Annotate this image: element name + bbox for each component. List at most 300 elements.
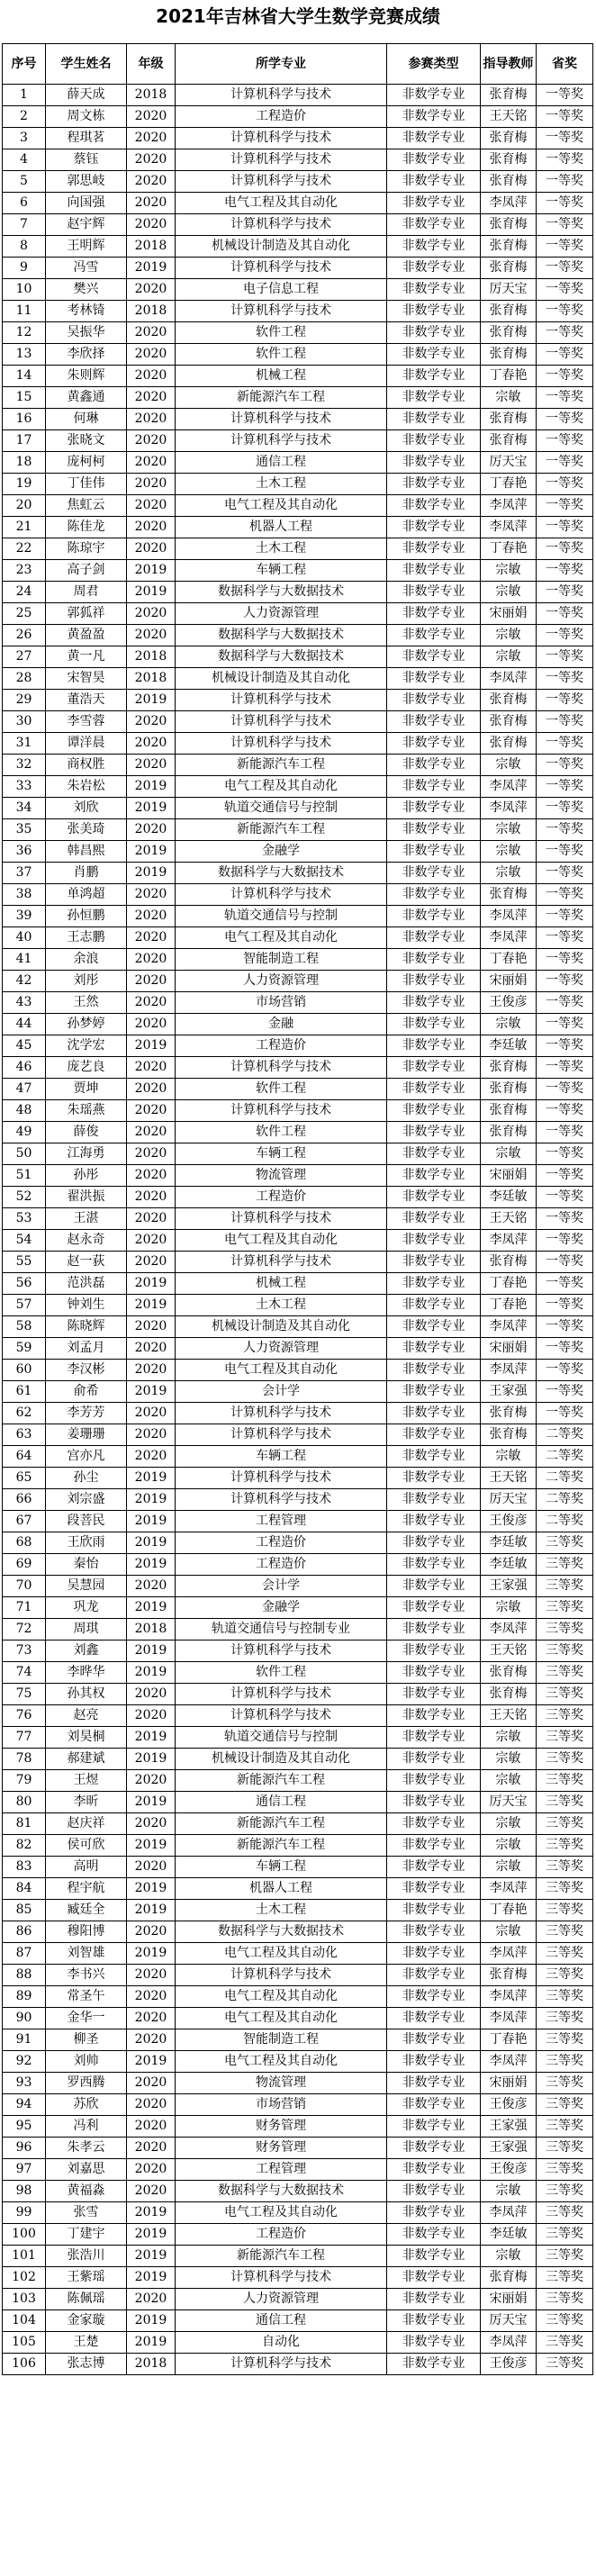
category-cell: 非数学专业 [387,85,481,106]
major-cell: 数据科学与大数据技术 [176,863,387,884]
seq-cell: 93 [3,2073,46,2094]
major-cell: 新能源汽车工程 [176,1835,387,1857]
advisor-cell: 宗敏 [481,1749,537,1770]
name-cell: 王煜 [46,1770,127,1792]
major-cell: 通信工程 [176,1792,387,1813]
advisor-cell: 王天铭 [481,1705,537,1727]
category-cell: 非数学专业 [387,1511,481,1532]
name-cell: 王然 [46,992,127,1014]
advisor-cell: 丁春艳 [481,366,537,387]
grade-cell: 2020 [127,2094,176,2116]
category-cell: 非数学专业 [387,1403,481,1424]
seq-cell: 102 [3,2267,46,2289]
advisor-cell: 厉天宝 [481,2310,537,2332]
award-cell: 一等奖 [537,1165,593,1187]
header-name: 学生姓名 [46,44,127,85]
category-cell: 非数学专业 [387,560,481,582]
advisor-cell: 宗敏 [481,582,537,603]
advisor-cell: 张育梅 [481,214,537,236]
major-cell: 计算机科学与技术 [176,711,387,733]
table-row [3,2051,593,2073]
table-row [3,841,593,863]
advisor-cell: 张育梅 [481,149,537,171]
table-row [3,1187,593,1208]
seq-cell: 56 [3,1273,46,1295]
table-row [3,409,593,430]
advisor-cell: 李凤萍 [481,1316,537,1338]
grade-cell: 2020 [127,1079,176,1100]
grade-cell: 2019 [127,1035,176,1057]
header-major: 所学专业 [176,44,387,85]
page-title: 2021年吉林省大学生数学竞赛成绩 [156,5,440,27]
table-row [3,863,593,884]
category-cell: 非数学专业 [387,1835,481,1857]
advisor-cell: 王家强 [481,2138,537,2159]
name-cell: 张志博 [46,2354,127,2375]
grade-cell: 2020 [127,1187,176,1208]
category-cell: 非数学专业 [387,2202,481,2224]
major-cell: 计算机科学与技术 [176,884,387,906]
category-cell: 非数学专业 [387,603,481,625]
major-cell: 电气工程及其自动化 [176,1230,387,1252]
table-row [3,2138,593,2159]
name-cell: 苏欣 [46,2094,127,2116]
category-cell: 非数学专业 [387,2354,481,2375]
award-cell: 一等奖 [537,1316,593,1338]
grade-cell: 2020 [127,1705,176,1727]
advisor-cell: 宗敏 [481,2181,537,2202]
major-cell: 金融学 [176,841,387,863]
seq-cell: 66 [3,1489,46,1511]
major-cell: 电气工程及其自动化 [176,1360,387,1381]
grade-cell: 2020 [127,2289,176,2310]
seq-cell: 27 [3,646,46,668]
award-cell: 二等奖 [537,1446,593,1468]
grade-cell: 2020 [127,906,176,927]
award-cell: 二等奖 [537,1489,593,1511]
seq-cell: 17 [3,430,46,452]
grade-cell: 2019 [127,1943,176,1965]
table-row [3,992,593,1014]
category-cell: 非数学专业 [387,387,481,409]
seq-cell: 83 [3,1857,46,1878]
seq-cell: 47 [3,1079,46,1100]
table-row [3,236,593,258]
category-cell: 非数学专业 [387,2008,481,2029]
major-cell: 人力资源管理 [176,603,387,625]
advisor-cell: 宗敏 [481,755,537,776]
award-cell: 一等奖 [537,582,593,603]
major-cell: 土木工程 [176,1295,387,1316]
major-cell: 电气工程及其自动化 [176,1986,387,2008]
major-cell: 人力资源管理 [176,1338,387,1360]
grade-cell: 2020 [127,106,176,128]
grade-cell: 2019 [127,1597,176,1619]
award-cell: 一等奖 [537,538,593,560]
major-cell: 计算机科学与技术 [176,1965,387,1986]
grade-cell: 2018 [127,2354,176,2375]
award-cell: 二等奖 [537,1511,593,1532]
category-cell: 非数学专业 [387,1165,481,1187]
advisor-cell: 李凤萍 [481,495,537,517]
category-cell: 非数学专业 [387,1446,481,1468]
award-cell: 一等奖 [537,474,593,495]
table-row [3,1878,593,1900]
category-cell: 非数学专业 [387,1857,481,1878]
name-cell: 朱则辉 [46,366,127,387]
name-cell: 刘宗盛 [46,1489,127,1511]
major-cell: 机器人工程 [176,1878,387,1900]
grade-cell: 2018 [127,668,176,690]
advisor-cell: 李凤萍 [481,1230,537,1252]
seq-cell: 14 [3,366,46,387]
advisor-cell: 张育梅 [481,2267,537,2289]
category-cell: 非数学专业 [387,2051,481,2073]
grade-cell: 2019 [127,1727,176,1749]
award-cell: 一等奖 [537,1338,593,1360]
major-cell: 自动化 [176,2332,387,2354]
name-cell: 赵永奇 [46,1230,127,1252]
table-row [3,884,593,906]
grade-cell: 2019 [127,1749,176,1770]
award-cell: 一等奖 [537,1230,593,1252]
grade-cell: 2020 [127,1360,176,1381]
advisor-cell: 宗敏 [481,646,537,668]
advisor-cell: 李凤萍 [481,1878,537,1900]
name-cell: 常圣午 [46,1986,127,2008]
header-category: 参赛类型 [387,44,481,85]
seq-cell: 71 [3,1597,46,1619]
table-row [3,1035,593,1057]
table-row [3,906,593,927]
category-cell: 非数学专业 [387,2138,481,2159]
category-cell: 非数学专业 [387,1035,481,1057]
name-cell: 李书兴 [46,1965,127,1986]
name-cell: 何琳 [46,409,127,430]
major-cell: 计算机科学与技术 [176,214,387,236]
grade-cell: 2020 [127,625,176,646]
table-row [3,711,593,733]
grade-cell: 2020 [127,971,176,992]
award-cell: 三等奖 [537,2159,593,2181]
seq-cell: 101 [3,2246,46,2267]
grade-cell: 2020 [127,193,176,214]
seq-cell: 73 [3,1641,46,1662]
table-row [3,1424,593,1446]
grade-cell: 2019 [127,2202,176,2224]
name-cell: 朱孝云 [46,2138,127,2159]
seq-cell: 6 [3,193,46,214]
grade-cell: 2018 [127,646,176,668]
seq-cell: 8 [3,236,46,258]
major-cell: 物流管理 [176,2073,387,2094]
category-cell: 非数学专业 [387,927,481,949]
seq-cell: 54 [3,1230,46,1252]
grade-cell: 2020 [127,1965,176,1986]
category-cell: 非数学专业 [387,149,481,171]
award-cell: 一等奖 [537,193,593,214]
category-cell: 非数学专业 [387,1576,481,1597]
grade-cell: 2020 [127,1143,176,1165]
table-row [3,1122,593,1143]
category-cell: 非数学专业 [387,236,481,258]
advisor-cell: 丁春艳 [481,538,537,560]
seq-cell: 87 [3,1943,46,1965]
grade-cell: 2020 [127,495,176,517]
grade-cell: 2020 [127,1403,176,1424]
name-cell: 金家璇 [46,2310,127,2332]
seq-cell: 106 [3,2354,46,2375]
category-cell: 非数学专业 [387,1057,481,1079]
category-cell: 非数学专业 [387,366,481,387]
category-cell: 非数学专业 [387,1878,481,1900]
advisor-cell: 张育梅 [481,1424,537,1446]
category-cell: 非数学专业 [387,1316,481,1338]
advisor-cell: 丁春艳 [481,2029,537,2051]
category-cell: 非数学专业 [387,841,481,863]
name-cell: 俞希 [46,1381,127,1403]
advisor-cell: 宗敏 [481,1143,537,1165]
table-row [3,798,593,819]
grade-cell: 2020 [127,2073,176,2094]
grade-cell: 2019 [127,863,176,884]
advisor-cell: 张育梅 [481,711,537,733]
advisor-cell: 张育梅 [481,409,537,430]
major-cell: 工程造价 [176,1554,387,1576]
category-cell: 非数学专业 [387,1900,481,1921]
grade-cell: 2020 [127,2138,176,2159]
table-row [3,1792,593,1813]
name-cell: 张浩川 [46,2246,127,2267]
table-row [3,2094,593,2116]
seq-cell: 60 [3,1360,46,1381]
grade-cell: 2020 [127,1684,176,1705]
award-cell: 一等奖 [537,1381,593,1403]
table-row [3,344,593,366]
major-cell: 物流管理 [176,1165,387,1187]
seq-cell: 98 [3,2181,46,2202]
table-row [3,149,593,171]
grade-cell: 2020 [127,538,176,560]
award-cell: 一等奖 [537,1100,593,1122]
category-cell: 非数学专业 [387,322,481,344]
seq-cell: 84 [3,1878,46,1900]
award-cell: 一等奖 [537,560,593,582]
advisor-cell: 厉天宝 [481,1489,537,1511]
grade-cell: 2020 [127,1424,176,1446]
award-cell: 一等奖 [537,646,593,668]
award-cell: 三等奖 [537,1684,593,1705]
grade-cell: 2020 [127,322,176,344]
grade-cell: 2019 [127,1468,176,1489]
table-row [3,1252,593,1273]
category-cell: 非数学专业 [387,582,481,603]
major-cell: 工程造价 [176,106,387,128]
seq-cell: 31 [3,733,46,755]
name-cell: 冯利 [46,2116,127,2138]
seq-cell: 72 [3,1619,46,1641]
major-cell: 计算机科学与技术 [176,1057,387,1079]
table-row [3,1360,593,1381]
award-cell: 一等奖 [537,798,593,819]
name-cell: 柳圣 [46,2029,127,2051]
name-cell: 王楚 [46,2332,127,2354]
category-cell: 非数学专业 [387,1943,481,1965]
award-cell: 一等奖 [537,1143,593,1165]
advisor-cell: 李廷敏 [481,1532,537,1554]
category-cell: 非数学专业 [387,1597,481,1619]
award-cell: 一等奖 [537,85,593,106]
award-cell: 一等奖 [537,214,593,236]
advisor-cell: 张育梅 [481,258,537,279]
category-cell: 非数学专业 [387,452,481,474]
category-cell: 非数学专业 [387,258,481,279]
seq-cell: 49 [3,1122,46,1143]
advisor-cell: 张育梅 [481,85,537,106]
name-cell: 庞艺良 [46,1057,127,1079]
name-cell: 孙彤 [46,1165,127,1187]
seq-cell: 105 [3,2332,46,2354]
seq-cell: 62 [3,1403,46,1424]
grade-cell: 2020 [127,517,176,538]
grade-cell: 2020 [127,1014,176,1035]
advisor-cell: 李凤萍 [481,1360,537,1381]
major-cell: 新能源汽车工程 [176,1770,387,1792]
category-cell: 非数学专业 [387,668,481,690]
award-cell: 一等奖 [537,409,593,430]
table-row [3,2116,593,2138]
advisor-cell: 张育梅 [481,236,537,258]
name-cell: 宫亦凡 [46,1446,127,1468]
advisor-cell: 宋丽娟 [481,2073,537,2094]
category-cell: 非数学专业 [387,646,481,668]
advisor-cell: 宗敏 [481,1014,537,1035]
grade-cell: 2020 [127,409,176,430]
advisor-cell: 王俊彦 [481,1511,537,1532]
grade-cell: 2019 [127,2267,176,2289]
category-cell: 非数学专业 [387,1986,481,2008]
table-row [3,1511,593,1532]
grade-cell: 2020 [127,2029,176,2051]
category-cell: 非数学专业 [387,1381,481,1403]
advisor-cell: 厉天宝 [481,452,537,474]
category-cell: 非数学专业 [387,1295,481,1316]
seq-cell: 78 [3,1749,46,1770]
award-cell: 一等奖 [537,949,593,971]
seq-cell: 2 [3,106,46,128]
name-cell: 刘孟月 [46,1338,127,1360]
name-cell: 丁佳伟 [46,474,127,495]
table-row [3,128,593,149]
major-cell: 机器人工程 [176,517,387,538]
award-cell: 一等奖 [537,625,593,646]
seq-cell: 70 [3,1576,46,1597]
advisor-cell: 张育梅 [481,322,537,344]
category-cell: 非数学专业 [387,971,481,992]
table-row [3,538,593,560]
category-cell: 非数学专业 [387,2224,481,2246]
award-cell: 一等奖 [537,1122,593,1143]
award-cell: 三等奖 [537,2202,593,2224]
advisor-cell: 厉天宝 [481,1792,537,1813]
major-cell: 土木工程 [176,1900,387,1921]
major-cell: 计算机科学与技术 [176,1705,387,1727]
grade-cell: 2020 [127,1921,176,1943]
major-cell: 数据科学与大数据技术 [176,582,387,603]
award-cell: 三等奖 [537,1857,593,1878]
grade-cell: 2018 [127,85,176,106]
major-cell: 计算机科学与技术 [176,1468,387,1489]
category-cell: 非数学专业 [387,1705,481,1727]
grade-cell: 2020 [127,1208,176,1230]
name-cell: 肖鹏 [46,863,127,884]
table-row [3,1576,593,1597]
major-cell: 电气工程及其自动化 [176,927,387,949]
major-cell: 计算机科学与技术 [176,1424,387,1446]
major-cell: 智能制造工程 [176,949,387,971]
grade-cell: 2019 [127,258,176,279]
table-row [3,1403,593,1424]
seq-cell: 19 [3,474,46,495]
category-cell: 非数学专业 [387,625,481,646]
seq-cell: 4 [3,149,46,171]
category-cell: 非数学专业 [387,992,481,1014]
grade-cell: 2019 [127,841,176,863]
name-cell: 丁建宇 [46,2224,127,2246]
grade-cell: 2020 [127,366,176,387]
grade-cell: 2019 [127,1878,176,1900]
major-cell: 电气工程及其自动化 [176,495,387,517]
major-cell: 数据科学与大数据技术 [176,625,387,646]
table-row [3,2354,593,2375]
seq-cell: 13 [3,344,46,366]
category-cell: 非数学专业 [387,2029,481,2051]
seq-cell: 28 [3,668,46,690]
grade-cell: 2019 [127,1900,176,1921]
advisor-cell: 王天铭 [481,1641,537,1662]
major-cell: 计算机科学与技术 [176,128,387,149]
advisor-cell: 丁春艳 [481,1900,537,1921]
category-cell: 非数学专业 [387,863,481,884]
major-cell: 工程管理 [176,2159,387,2181]
grade-cell: 2020 [127,927,176,949]
award-cell: 一等奖 [537,106,593,128]
grade-cell: 2019 [127,1792,176,1813]
seq-cell: 23 [3,560,46,582]
advisor-cell: 张育梅 [481,1965,537,1986]
grade-cell: 2019 [127,1835,176,1857]
table-row [3,2159,593,2181]
table-row [3,1100,593,1122]
seq-cell: 63 [3,1424,46,1446]
seq-cell: 5 [3,171,46,193]
category-cell: 非数学专业 [387,1684,481,1705]
grade-cell: 2020 [127,2008,176,2029]
name-cell: 刘彤 [46,971,127,992]
name-cell: 段菩民 [46,1511,127,1532]
award-cell: 三等奖 [537,2246,593,2267]
table-row [3,106,593,128]
table-row [3,668,593,690]
name-cell: 范洪磊 [46,1273,127,1295]
seq-cell: 58 [3,1316,46,1338]
category-cell: 非数学专业 [387,1727,481,1749]
table-row [3,1641,593,1662]
major-cell: 计算机科学与技术 [176,1641,387,1662]
award-cell: 三等奖 [537,1921,593,1943]
name-cell: 秦怡 [46,1554,127,1576]
category-cell: 非数学专业 [387,1014,481,1035]
